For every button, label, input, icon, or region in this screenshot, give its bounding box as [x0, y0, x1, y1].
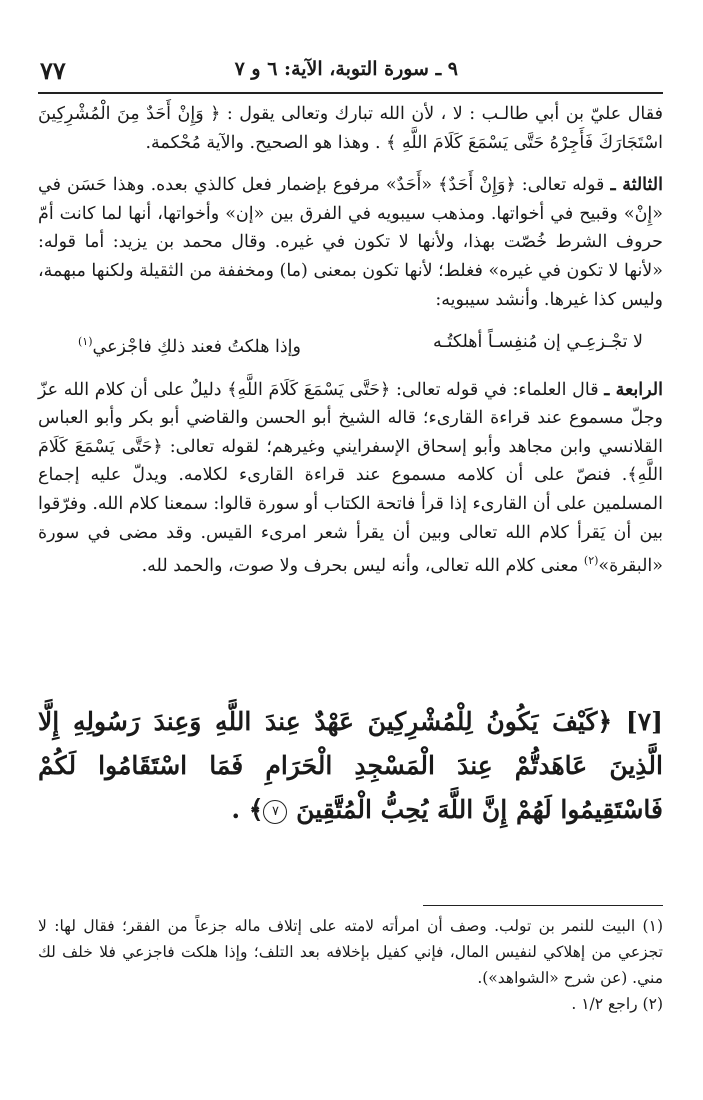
verse-second-text: وإذا هلكتُ فعند ذلكِ فاجْزعي [92, 336, 301, 357]
verse-first-hemistich: لا تجْـزعِـي إن مُنفِسـاً أهلكتُـه [433, 332, 643, 353]
paragraph-text: قوله تعالى: ﴿وَإِنْ أَحَدٌ﴾ «أَحَدٌ» مرفوع بإضمار فعل كالذي بعده. وهذا حَسَن في «إِنْ» وقبيح في أخواتها. ومذهب سيبويه في الفرق بين «إن» وأخواتها، أنها لما كانت أمّ حروف الشرط خُصّت بهذا، ولأنها لا تكون في غيره. وقال محمد بن يزيد: أما قوله: «لأنها لا تكون في غيره» فغلط؛ لأنها تكون بمعنى (ما) ومخففة من الثقيلة ولكنها مبهمة، وليس كذا غيرها. وأنشد سيبويه: [38, 175, 663, 310]
page-number: ٧٧ [40, 56, 66, 85]
paragraph-text: قال العلماء: في قوله تعالى: ﴿حَتَّى يَسْمَعَ كَلَامَ اللَّهِ﴾ دليلٌ على أن كلام الله عزّ وجلّ مسموع عند قراءة القارىء؛ قاله الشيخ أبو الحسن والقاضي أبو بكر وأبو العباس القلانسي وابن مجاهد وأبو إسحاق الإسفرايني وغيرهم؛ لقوله تعالى: ﴿حَتَّى يَسْمَعَ كَلَامَ اللَّهِ﴾. فنصّ على أن كلامه مسموع عند قراءة القارىء لكلامه. ويدلّ عليه إجماع المسلمين على أن القارىء إذا قرأ فاتحة الكتاب أو سورة قالوا: سمعنا كلام الله. وفرّقوا بين أن يَقرأ كلام الله تعالى وبين أن يقرأ شعر امرىء القيس. وقد مضى في سورة «البقرة» [38, 379, 663, 576]
paragraph-text: فقال عليّ بن أبي طالـب : لا ، لأن الله تبارك وتعالى يقول : ﴿ وَإِنْ أَحَدٌ مِنَ الْمُشْرِكِينَ اسْتَجَارَكَ فَأَجِرْهُ حَتَّى يَسْمَعَ كَلَامَ اللَّهِ ﴾ . وهذا هو الصحيح. والآية مُحْكمة. [38, 104, 663, 153]
verse-second-hemistich [78, 328, 301, 361]
footnote-ref[interactable]: (١) [78, 335, 93, 349]
paragraph-third [38, 171, 663, 314]
commentary-body [38, 100, 663, 595]
paragraph-lead: الرابعة ـ [604, 379, 663, 400]
running-title: ٩ ـ سورة التوبة، الآية: ٦ و ٧ [234, 58, 458, 80]
paragraph-lead: الثالثة ـ [610, 175, 663, 196]
footnote-2: (٢) راجع ١/٢ . [571, 995, 663, 1013]
paragraph-fourth [38, 376, 663, 581]
verse-end-marker: ٧ [263, 800, 287, 824]
footnote-1: (١) البيت للنمر بن تولب. وصف أن امرأته لامته على إتلاف ماله جزعاً من الفقر؛ فقال لها: لا تجزعي من إهلاكي لنفيس المال، فإني كفيل بإخلافه بعد التلف؛ وإذا هلكت فاجزعي فلا خلف لك مني. (عن شرح «الشواهد»). [38, 917, 663, 987]
quran-verse-block [38, 700, 663, 832]
verse-number-label: [٧] [625, 707, 663, 736]
poetry-verse [38, 328, 663, 361]
verse-text: ﴿كَيْفَ يَكُونُ لِلْمُشْرِكِينَ عَهْدٌ عِندَ اللَّهِ وَعِندَ رَسُولِهِ إِلَّا الَّذِينَ عَاهَدتُّمْ عِندَ الْمَسْجِدِ الْحَرَامِ فَمَا اسْتَقَامُوا لَكُمْ فَاسْتَقِيمُوا لَهُمْ إِنَّ اللَّهَ يُحِبُّ الْمُتَّقِينَ [38, 707, 663, 824]
paragraph-text-continued: معنى كلام الله تعالى، وأنه ليس بحرف ولا صوت، والحمد لله. [141, 555, 579, 576]
footnote-ref[interactable]: (٢) [583, 554, 599, 568]
header-divider [38, 92, 663, 94]
paragraph-ali [38, 100, 663, 157]
footnotes [38, 913, 663, 1017]
page-header [40, 58, 663, 90]
footnote-divider [423, 905, 663, 906]
verse-closing: ﴾ . [231, 795, 264, 824]
